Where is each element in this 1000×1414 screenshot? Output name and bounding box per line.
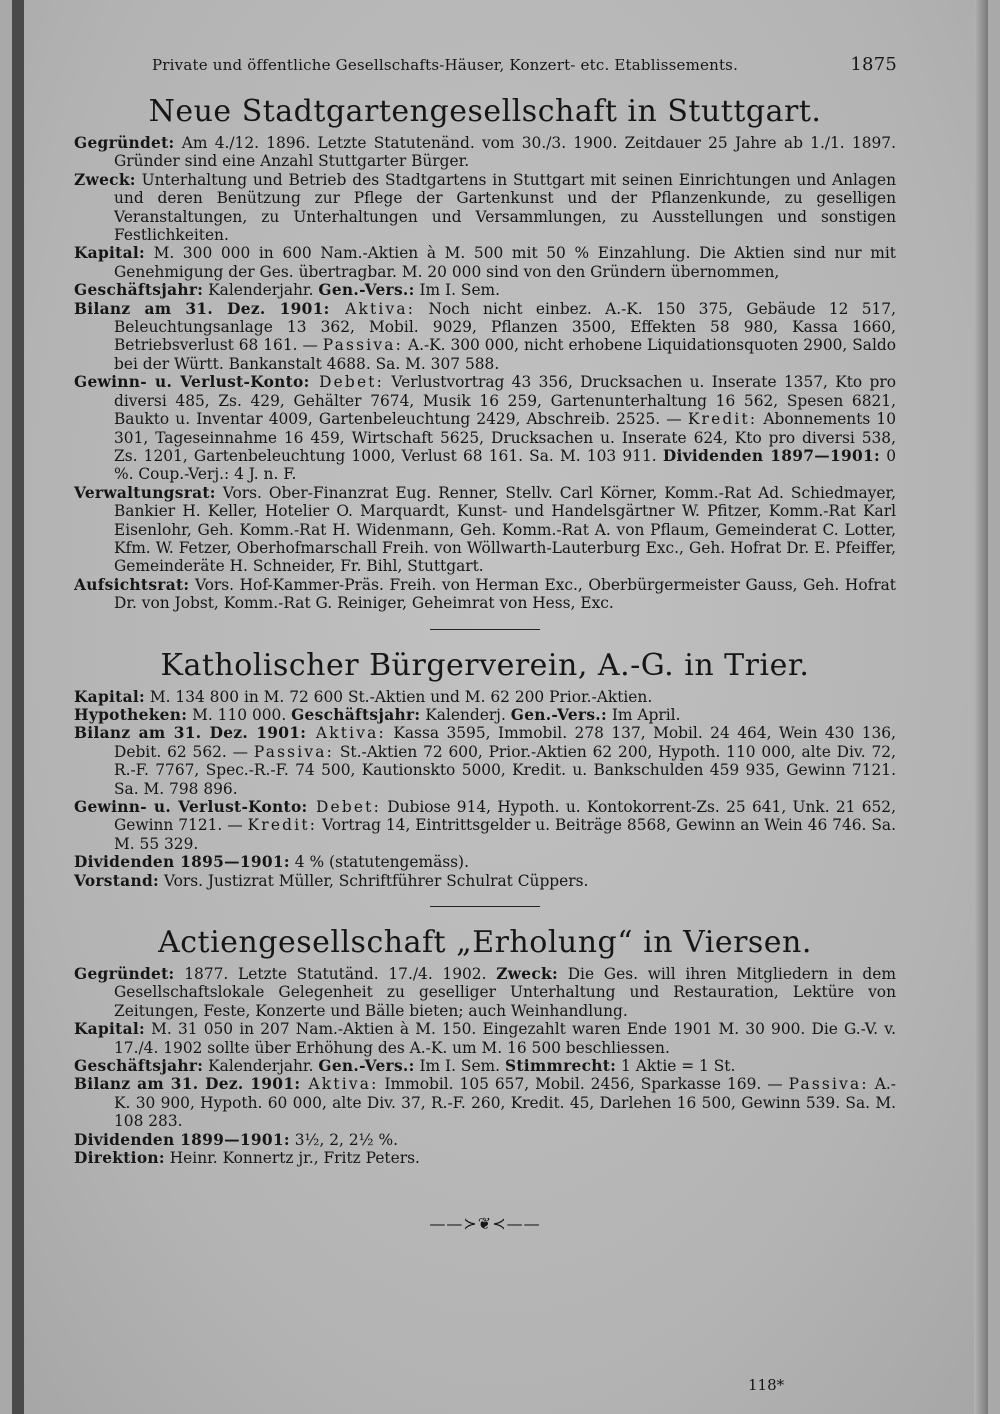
- signature-mark: 118*: [748, 1376, 785, 1394]
- entry-geschaeftsjahr: Geschäftsjahr: Kalenderjahr. Gen.-Vers.: Im I. Sem. Stimmrecht: 1 Aktie = 1 St.: [74, 1057, 736, 1076]
- running-head-text: Private und öffentliche Gesellschafts-Häuser, Konzert- etc. Etablissements.: [152, 56, 739, 74]
- section-divider: [430, 906, 540, 907]
- section-title: Katholischer Bürgerverein, A.-G. in Trier.: [160, 647, 810, 683]
- entry-direktion: Direktion: Heinr. Konnertz jr., Fritz Peters.: [74, 1149, 420, 1168]
- entry-bilanz: Bilanz am 31. Dez. 1901: Aktiva: Noch nicht einbez. A.-K. 150 375, Gebäude 12 517, Beleuchtungsanlage 13 362, Mobil. 9029, Pflanzen 3500, Effekten 58 980, Kassa 1660, Betriebsverlust 68 161. — Passiva: A.-K. 300 000, nicht erhobene Liquidationsquoten 2900, Saldo bei der Württ. Bankanstalt 4688. Sa. M. 307 588.: [74, 299, 896, 373]
- end-ornament: ——≻❦≺——: [429, 1213, 541, 1233]
- section-title: Actiengesellschaft „Erholung“ in Viersen.: [158, 925, 812, 961]
- entry-zweck: Zweck: Unterhaltung und Betrieb des Stadtgartens in Stuttgart mit seinen Einrichtungen und Anlagen und deren Benützung zur Pflege der Gartenkunst und der Pflanzenkunde, zu geselligen Veranstaltungen, zu Unterhaltungen und Versammlungen, zu Ausstellungen und sonstigen Festlichkeiten.: [74, 170, 896, 245]
- entry-dividenden: Dividenden 1895—1901: 4 % (statutengemäss).: [74, 853, 469, 872]
- entry-gegruendet: Gegründet: 1877. Letzte Statutänd. 17./4. 1902. Zweck: Die Ges. will ihren Mitgliedern in dem Gesellschaftslokale Gelegenheit zu geselliger Unterhaltung und Restauration, Lektüre von Zeitungen, Feste, Konzerte und Bälle bieten; auch Weinhandlung.: [74, 965, 896, 1020]
- entry-kapital: Kapital: M. 134 800 in M. 72 600 St.-Aktien und M. 62 200 Prior.-Aktien.: [74, 687, 653, 706]
- entry-kapital: Kapital: M. 300 000 in 600 Nam.-Aktien à M. 500 mit 50 % Einzahlung. Die Aktien sind nur mit Genehmigung der Ges. übertragbar. M. 20 000 sind von den Gründern übernommen,: [74, 244, 896, 281]
- entry-aufsichtsrat: Aufsichtsrat: Vors. Hof-Kammer-Präs. Freih. von Herman Exc., Oberbürgermeister Gauss, Geh. Hofrat Dr. von Jobst, Komm.-Rat G. Reiniger, Geheimrat von Hess, Exc.: [74, 575, 896, 613]
- section-title: Neue Stadtgartengesellschaft in Stuttgart.: [148, 94, 822, 129]
- entry-hypotheken: Hypotheken: M. 110 000. Geschäftsjahr: Kalenderj. Gen.-Vers.: Im April.: [74, 705, 681, 724]
- entry-geschaeftsjahr: Geschäftsjahr: Kalenderjahr. Gen.-Vers.: Im I. Sem.: [74, 281, 501, 300]
- entry-kapital: Kapital: M. 31 050 in 207 Nam.-Aktien à M. 150. Eingezahlt waren Ende 1901 M. 30 900. Die G.-V. v. 17./4. 1902 sollte über Erhöhung des A.-K. um M. 16 500 beschliessen.: [74, 1020, 896, 1057]
- page-edge-shadow: [974, 0, 988, 1414]
- entry-dividenden: Dividenden 1899—1901: 3½, 2, 2½ %.: [74, 1130, 398, 1149]
- entry-bilanz: Bilanz am 31. Dez. 1901: Aktiva: Kassa 3595, Immobil. 278 137, Mobil. 24 464, Wein 430 136, Debit. 62 562. — Passiva: St.-Aktien 72 600, Prior.-Aktien 62 200, Hypoth. 110 000, alte Div. 72, R.-F. 7767, Spec.-R.-F. 74 500, Kautionskto 5000, Kredit. u. Bankschulden 459 935, Gewinn 7121. Sa. M. 798 896.: [74, 724, 896, 798]
- section-trier: [74, 644, 896, 890]
- page-number: 1875: [850, 54, 897, 75]
- page-binding-shadow: [12, 0, 24, 1414]
- running-head: [152, 56, 897, 74]
- entry-verwaltungsrat: Verwaltungsrat: Vors. Ober-Finanzrat Eug. Renner, Stellv. Carl Körner, Komm.-Rat Ad. Schiedmayer, Bankier H. Keller, Hotelier O. Marquardt, Kunst- und Handelsgärtner W. Pfitzer, Komm.-Rat Karl Eisenlohr, Geh. Komm.-Rat H. Widenmann, Geh. Komm.-Rat A. von Pflaum, Gemeinderat C. Lotter, Kfm. W. Fetzer, Oberhofmarschall Freih. von Wöllwarth-Lauterburg Exc., Geh. Hofrat Dr. E. Pfeiffer, Gemeinderäte H. Schneider, Fr. Bihl, Stuttgart.: [74, 483, 896, 576]
- entry-vorstand: Vorstand: Vors. Justizrat Müller, Schriftführer Schulrat Cüppers.: [74, 871, 589, 890]
- scanned-page: [12, 0, 988, 1414]
- section-stuttgart: [74, 90, 896, 613]
- entry-gewinn-verlust: Gewinn- u. Verlust-Konto: Debet: Verlustvortrag 43 356, Drucksachen u. Inserate 1357, Kto pro diversi 485, Zs. 429, Gehälter 7674, Musik 16 259, Gartenunterhaltung 16 562, Spesen 6821, Baukto u. Inventar 4009, Gartenbeleuchtung 2429, Abschreib. 2525. — Kredit: Abonnements 10 301, Tageseinnahme 16 459, Wirtschaft 5625, Drucksachen u. Inserate 624, Kto pro diversi 538, Zs. 1201, Gartenbeleuchtung 1000, Verlust 68 161. Sa. M. 103 911. Dividenden 1897—1901: 0 %. Coup.-Verj.: 4 J. n. F.: [74, 373, 896, 484]
- page-content: [74, 90, 896, 1233]
- entry-gegruendet: Gegründet: Am 4./12. 1896. Letzte Statutenänd. vom 30./3. 1900. Zeitdauer 25 Jahre ab 1./1. 1897. Gründer sind eine Anzahl Stuttgarter Bürger.: [74, 134, 896, 171]
- section-divider: [430, 629, 540, 630]
- section-viersen: [74, 921, 896, 1167]
- entry-bilanz: Bilanz am 31. Dez. 1901: Aktiva: Immobil. 105 657, Mobil. 2456, Sparkasse 169. — Passiva: A.-K. 30 900, Hypoth. 60 000, alte Div. 37, R.-F. 260, Kredit. 45, Darlehen 16 500, Gewinn 539. Sa. M. 108 283.: [74, 1075, 896, 1131]
- entry-gewinn-verlust: Gewinn- u. Verlust-Konto: Debet: Dubiose 914, Hypoth. u. Kontokorrent-Zs. 25 641, Unk. 21 652, Gewinn 7121. — Kredit: Vortrag 14, Eintrittsgelder u. Beiträge 8568, Gewinn an Wein 46 746. Sa. M. 55 329.: [74, 798, 897, 853]
